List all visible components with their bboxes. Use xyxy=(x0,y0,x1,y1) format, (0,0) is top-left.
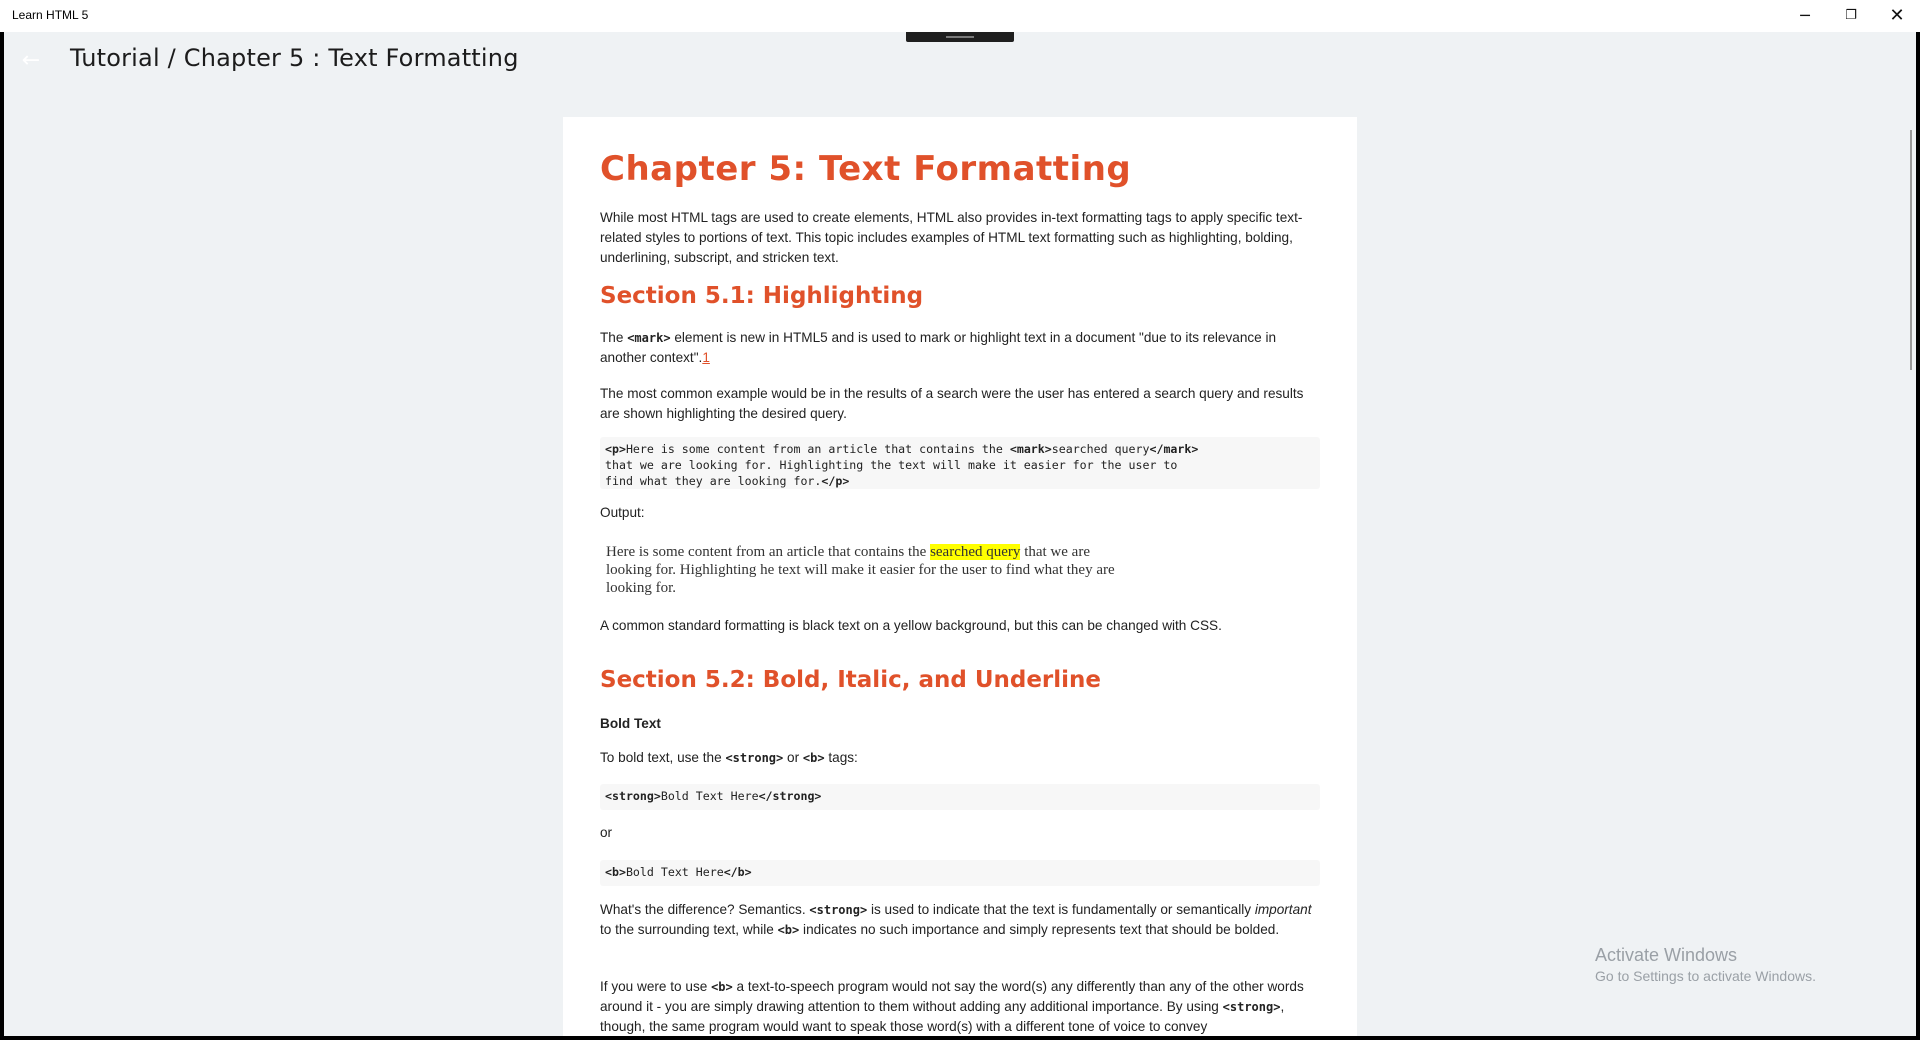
text-span: is used to indicate that the text is fundamentally or semantically xyxy=(867,902,1255,917)
output-label: Output: xyxy=(600,505,645,520)
css-note-paragraph: A common standard formatting is black text on a yellow background, but this can be changed with CSS. xyxy=(600,618,1222,633)
chapter-title: Chapter 5: Text Formatting xyxy=(600,149,1132,189)
output-text: Here is some content from an article that contains the xyxy=(606,544,931,560)
drag-handle[interactable] xyxy=(906,32,1014,42)
section-5-2-title: Section 5.2: Bold, Italic, and Underline xyxy=(600,667,1102,693)
section-5-1-title: Section 5.1: Highlighting xyxy=(600,283,924,309)
inline-code: <mark> xyxy=(627,331,671,345)
restore-button[interactable]: ❐ xyxy=(1845,8,1857,23)
or-text: or xyxy=(600,825,613,840)
code-block-mark xyxy=(600,437,1320,489)
text-span: If you were to use xyxy=(600,979,712,994)
inline-code: <b> xyxy=(711,980,733,994)
text-span: , though, the same program would want to speak those word(s) with a different tone of voice to convey xyxy=(600,999,1285,1034)
back-arrow-icon[interactable]: ← xyxy=(21,48,41,73)
activation-watermark xyxy=(1595,945,1816,984)
code-tag: </mark> xyxy=(1149,442,1199,456)
text-span: What's the difference? Semantics. xyxy=(600,902,810,917)
footnote-link[interactable]: 1 xyxy=(702,350,710,365)
emphasis-text: important xyxy=(1254,902,1312,917)
text-span: indicates no such importance and simply represents text that should be bolded. xyxy=(799,922,1280,937)
text-span: to the surrounding text, while xyxy=(600,922,778,937)
mark-paragraph xyxy=(600,328,1320,368)
text-span: To bold text, use the xyxy=(600,750,726,765)
article-card xyxy=(563,117,1357,1036)
page-title: Tutorial / Chapter 5 : Text Formatting xyxy=(70,44,519,72)
output-render xyxy=(606,543,1126,597)
code-text: Bold Text Here xyxy=(660,789,759,803)
semantics-paragraph xyxy=(600,900,1320,940)
code-text: Bold Text Here xyxy=(625,865,724,879)
inline-code: <b> xyxy=(802,751,825,765)
code-tag: </b> xyxy=(723,865,752,879)
output-text: that we are looking for. Highlighting he text will make it easier for the user to find what they are looking for. xyxy=(606,544,1115,596)
title-bar xyxy=(0,0,1920,32)
text-span: tags: xyxy=(824,750,858,765)
highlighted-text: searched query xyxy=(930,544,1021,560)
code-text: searched query xyxy=(1051,442,1150,456)
inline-code: <strong> xyxy=(809,903,868,917)
bold-text-heading: Bold Text xyxy=(600,716,661,731)
vertical-scrollbar[interactable] xyxy=(1910,130,1912,370)
code-tag: <mark> xyxy=(1009,442,1052,456)
code-tag: </p> xyxy=(821,474,850,488)
inline-code: <b> xyxy=(777,923,800,937)
watermark-subtitle: Go to Settings to activate Windows. xyxy=(1595,968,1816,984)
bold-usage-paragraph xyxy=(600,748,1320,768)
minimize-button[interactable]: ─ xyxy=(1800,6,1810,25)
code-tag: <b> xyxy=(605,865,626,879)
inline-code: <strong> xyxy=(725,751,784,765)
inline-code: <strong> xyxy=(1222,1000,1281,1014)
code-block-strong xyxy=(600,784,1320,810)
text-span: a text-to-speech program would not say the word(s) any differently than any of the other words around it - you are simply drawing attention to them without adding any additional importance. By using xyxy=(600,979,1304,1014)
code-tag: </strong> xyxy=(758,789,822,803)
intro-paragraph: While most HTML tags are used to create elements, HTML also provides in-text formatting tags to apply specific text-related styles to portions of text. This topic includes examples of HTML text formatting such as highlighting, bolding, underlining, subscript, and stricken text. xyxy=(600,210,1303,265)
app-content xyxy=(4,32,1916,1036)
text-span: The xyxy=(600,330,628,345)
code-text: find what they are looking for. xyxy=(605,474,822,488)
close-button[interactable]: ✕ xyxy=(1889,5,1905,26)
app-title: Learn HTML 5 xyxy=(12,8,89,22)
code-text: Here is some content from an article that contains the xyxy=(625,442,1010,456)
text-span: element is new in HTML5 and is used to mark or highlight text in a document "due to its relevance in another context". xyxy=(600,330,1277,365)
code-text: that we are looking for. Highlighting the text will make it easier for the user to xyxy=(605,458,1178,472)
code-block-b xyxy=(600,860,1320,886)
text-to-speech-paragraph xyxy=(600,977,1320,1036)
code-tag: <p> xyxy=(605,442,626,456)
drag-grip-icon xyxy=(946,36,974,38)
text-span: or xyxy=(783,750,803,765)
watermark-title: Activate Windows xyxy=(1595,945,1738,965)
search-example-paragraph: The most common example would be in the results of a search were the user has entered a search query and results are shown highlighting the desired query. xyxy=(600,386,1304,421)
code-tag: <strong> xyxy=(605,789,661,803)
